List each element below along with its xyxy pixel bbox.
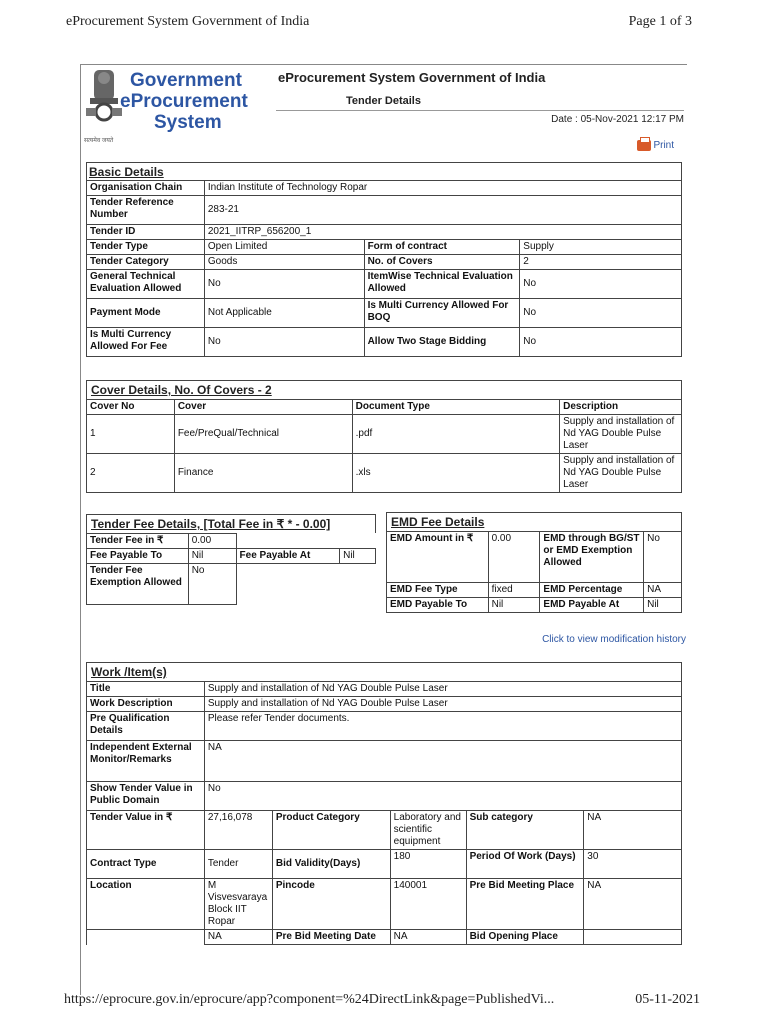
footer-url: https://eprocure.gov.in/eprocure/app?component=%24DirectLink&page=PublishedVi... bbox=[64, 992, 555, 1007]
product-category-label: Product Category bbox=[272, 811, 390, 850]
work-description-value: Supply and installation of Nd YAG Double Pulse Laser bbox=[204, 697, 681, 712]
itemwise-value: No bbox=[520, 270, 682, 299]
emd-fee-title: EMD Fee Details bbox=[386, 512, 682, 531]
tender-fee-table bbox=[86, 533, 376, 605]
modification-history-link[interactable]: Click to view modification history bbox=[542, 634, 686, 645]
document-type-header: Document Type bbox=[352, 400, 560, 415]
bid-validity-label: Bid Validity(Days) bbox=[272, 850, 390, 879]
fee-payable-at-value: Nil bbox=[340, 549, 376, 564]
basic-details-title: Basic Details bbox=[86, 162, 682, 180]
logo-line-system: System bbox=[154, 112, 222, 133]
print-date: Date : 05-Nov-2021 12:17 PM bbox=[551, 114, 684, 125]
work-items-table bbox=[86, 681, 682, 945]
table-row bbox=[87, 454, 682, 493]
fee-payable-to-value: Nil bbox=[188, 549, 236, 564]
table-row bbox=[87, 879, 682, 930]
tender-fee-value: 0.00 bbox=[188, 534, 236, 549]
period-of-work-label: Period Of Work (Days) bbox=[466, 850, 584, 879]
show-value-label: Show Tender Value in Public Domain bbox=[87, 782, 205, 811]
multi-currency-boq-label: Is Multi Currency Allowed For BOQ bbox=[364, 299, 520, 328]
tender-ref-value: 283-21 bbox=[204, 196, 681, 225]
contract-type-label: Contract Type bbox=[87, 850, 205, 879]
no-covers-label: No. of Covers bbox=[364, 255, 520, 270]
prequal-value: Please refer Tender documents. bbox=[204, 712, 681, 741]
sub-category-label: Sub category bbox=[466, 811, 584, 850]
emd-fee-type-value: fixed bbox=[488, 583, 540, 598]
table-row bbox=[87, 811, 682, 850]
org-chain-label: Organisation Chain bbox=[87, 181, 205, 196]
cover-header: Cover bbox=[174, 400, 352, 415]
emd-percentage-value: NA bbox=[644, 583, 682, 598]
form-contract-value: Supply bbox=[520, 240, 682, 255]
emd-payable-to-value: Nil bbox=[488, 598, 540, 613]
logo-line-eprocurement: eProcurement bbox=[120, 91, 248, 112]
page-header-title: eProcurement System Government of India bbox=[66, 14, 310, 29]
emd-fee-section bbox=[386, 512, 682, 613]
prebid-date-value: NA bbox=[390, 930, 466, 945]
cover-cell: Finance bbox=[174, 454, 352, 493]
last-row-value: NA bbox=[204, 930, 272, 945]
prebid-place-label: Pre Bid Meeting Place bbox=[466, 879, 584, 930]
table-row bbox=[387, 583, 682, 598]
tender-value-value: 27,16,078 bbox=[204, 811, 272, 850]
table-row bbox=[87, 712, 682, 741]
tender-type-value: Open Limited bbox=[204, 240, 364, 255]
emd-fee-table bbox=[386, 531, 682, 613]
tender-id-value: 2021_IITRP_656200_1 bbox=[204, 225, 681, 240]
emd-percentage-label: EMD Percentage bbox=[540, 583, 644, 598]
header-divider bbox=[276, 110, 684, 111]
basic-details-table bbox=[86, 180, 682, 357]
emd-payable-to-label: EMD Payable To bbox=[387, 598, 489, 613]
description-cell: Supply and installation of Nd YAG Double Pulse Laser bbox=[560, 415, 682, 454]
cover-no-cell: 2 bbox=[87, 454, 175, 493]
table-header-row bbox=[87, 400, 682, 415]
form-contract-label: Form of contract bbox=[364, 240, 520, 255]
contract-type-value: Tender bbox=[204, 850, 272, 879]
document-type-cell: .pdf bbox=[352, 415, 560, 454]
cover-no-header: Cover No bbox=[87, 400, 175, 415]
emd-through-value: No bbox=[644, 532, 682, 583]
tender-category-label: Tender Category bbox=[87, 255, 205, 270]
footer-date: 05-11-2021 bbox=[635, 992, 700, 1007]
table-row bbox=[87, 697, 682, 712]
emd-through-label: EMD through BG/ST or EMD Exemption Allowed bbox=[540, 532, 644, 583]
document-type-cell: .xls bbox=[352, 454, 560, 493]
itemwise-label: ItemWise Technical Evaluation Allowed bbox=[364, 270, 520, 299]
org-chain-value: Indian Institute of Technology Ropar bbox=[204, 181, 681, 196]
monitor-label: Independent External Monitor/Remarks bbox=[87, 741, 205, 782]
cover-details-table bbox=[86, 399, 682, 493]
period-of-work-value: 30 bbox=[584, 850, 682, 879]
table-row bbox=[87, 240, 682, 255]
table-row bbox=[87, 534, 376, 549]
sub-category-value: NA bbox=[584, 811, 682, 850]
tender-value-label: Tender Value in ₹ bbox=[87, 811, 205, 850]
emd-payable-at-value: Nil bbox=[644, 598, 682, 613]
payment-mode-value: Not Applicable bbox=[204, 299, 364, 328]
table-row bbox=[87, 741, 682, 782]
location-value: M Visvesvaraya Block IIT Ropar bbox=[204, 879, 272, 930]
emd-amount-label: EMD Amount in ₹ bbox=[387, 532, 489, 583]
table-row bbox=[87, 181, 682, 196]
prequal-label: Pre Qualification Details bbox=[87, 712, 205, 741]
cover-details-title: Cover Details, No. Of Covers - 2 bbox=[86, 380, 682, 399]
table-row bbox=[87, 850, 682, 879]
multi-currency-boq-value: No bbox=[520, 299, 682, 328]
emd-payable-at-label: EMD Payable At bbox=[540, 598, 644, 613]
printer-icon bbox=[637, 140, 651, 151]
show-value-value: No bbox=[204, 782, 681, 811]
table-row bbox=[87, 682, 682, 697]
table-row bbox=[87, 270, 682, 299]
page-subtitle: Tender Details bbox=[346, 95, 421, 107]
table-row bbox=[87, 328, 682, 357]
work-items-section bbox=[86, 662, 682, 945]
print-label: Print bbox=[653, 140, 674, 151]
product-category-value: Laboratory and scientific equipment bbox=[390, 811, 466, 850]
cover-details-section bbox=[86, 380, 682, 493]
eprocurement-logo bbox=[108, 70, 248, 133]
table-row bbox=[87, 255, 682, 270]
multi-currency-fee-label: Is Multi Currency Allowed For Fee bbox=[87, 328, 205, 357]
prebid-place-value: NA bbox=[584, 879, 682, 930]
fee-exemption-value: No bbox=[188, 564, 236, 605]
table-row bbox=[387, 598, 682, 613]
portal-title: eProcurement System Government of India bbox=[278, 70, 546, 85]
two-stage-value: No bbox=[520, 328, 682, 357]
two-stage-label: Allow Two Stage Bidding bbox=[364, 328, 520, 357]
bid-validity-value: 180 bbox=[390, 850, 466, 879]
table-row bbox=[87, 549, 376, 564]
tender-fee-title: Tender Fee Details, [Total Fee in ₹ * - 0.00] bbox=[86, 514, 376, 533]
description-cell: Supply and installation of Nd YAG Double Pulse Laser bbox=[560, 454, 682, 493]
fee-payable-at-label: Fee Payable At bbox=[236, 549, 340, 564]
page-number: Page 1 of 3 bbox=[628, 14, 692, 29]
tender-category-value: Goods bbox=[204, 255, 364, 270]
bid-opening-place-label: Bid Opening Place bbox=[466, 930, 584, 945]
emd-fee-type-label: EMD Fee Type bbox=[387, 583, 489, 598]
tender-id-label: Tender ID bbox=[87, 225, 205, 240]
table-row bbox=[87, 782, 682, 811]
work-items-title: Work /Item(s) bbox=[86, 662, 682, 681]
work-title-label: Title bbox=[87, 682, 205, 697]
gen-tech-label: General Technical Evaluation Allowed bbox=[87, 270, 205, 299]
table-row bbox=[87, 564, 376, 605]
basic-details-section bbox=[86, 162, 682, 357]
no-covers-value: 2 bbox=[520, 255, 682, 270]
tender-type-label: Tender Type bbox=[87, 240, 205, 255]
work-description-label: Work Description bbox=[87, 697, 205, 712]
table-row bbox=[87, 415, 682, 454]
table-row bbox=[87, 196, 682, 225]
gen-tech-value: No bbox=[204, 270, 364, 299]
tender-ref-label: Tender Reference Number bbox=[87, 196, 205, 225]
payment-mode-label: Payment Mode bbox=[87, 299, 205, 328]
monitor-value: NA bbox=[204, 741, 681, 782]
fee-payable-to-label: Fee Payable To bbox=[87, 549, 189, 564]
table-row bbox=[87, 930, 682, 945]
cover-cell: Fee/PreQual/Technical bbox=[174, 415, 352, 454]
logo-line-government: Government bbox=[130, 70, 242, 91]
cover-no-cell: 1 bbox=[87, 415, 175, 454]
pincode-label: Pincode bbox=[272, 879, 390, 930]
fee-exemption-label: Tender Fee Exemption Allowed bbox=[87, 564, 189, 605]
table-row bbox=[387, 532, 682, 583]
bid-opening-place-value bbox=[584, 930, 682, 945]
multi-currency-fee-value: No bbox=[204, 328, 364, 357]
print-button[interactable] bbox=[637, 140, 674, 151]
location-label: Location bbox=[87, 879, 205, 930]
table-row bbox=[87, 225, 682, 240]
description-header: Description bbox=[560, 400, 682, 415]
table-row bbox=[87, 299, 682, 328]
emblem-motto: सत्यमेव जयते bbox=[84, 138, 114, 144]
prebid-date-label: Pre Bid Meeting Date bbox=[272, 930, 390, 945]
pincode-value: 140001 bbox=[390, 879, 466, 930]
work-title-value: Supply and installation of Nd YAG Double Pulse Laser bbox=[204, 682, 681, 697]
tender-fee-section bbox=[86, 514, 376, 605]
tender-fee-label: Tender Fee in ₹ bbox=[87, 534, 189, 549]
emd-amount-value: 0.00 bbox=[488, 532, 540, 583]
